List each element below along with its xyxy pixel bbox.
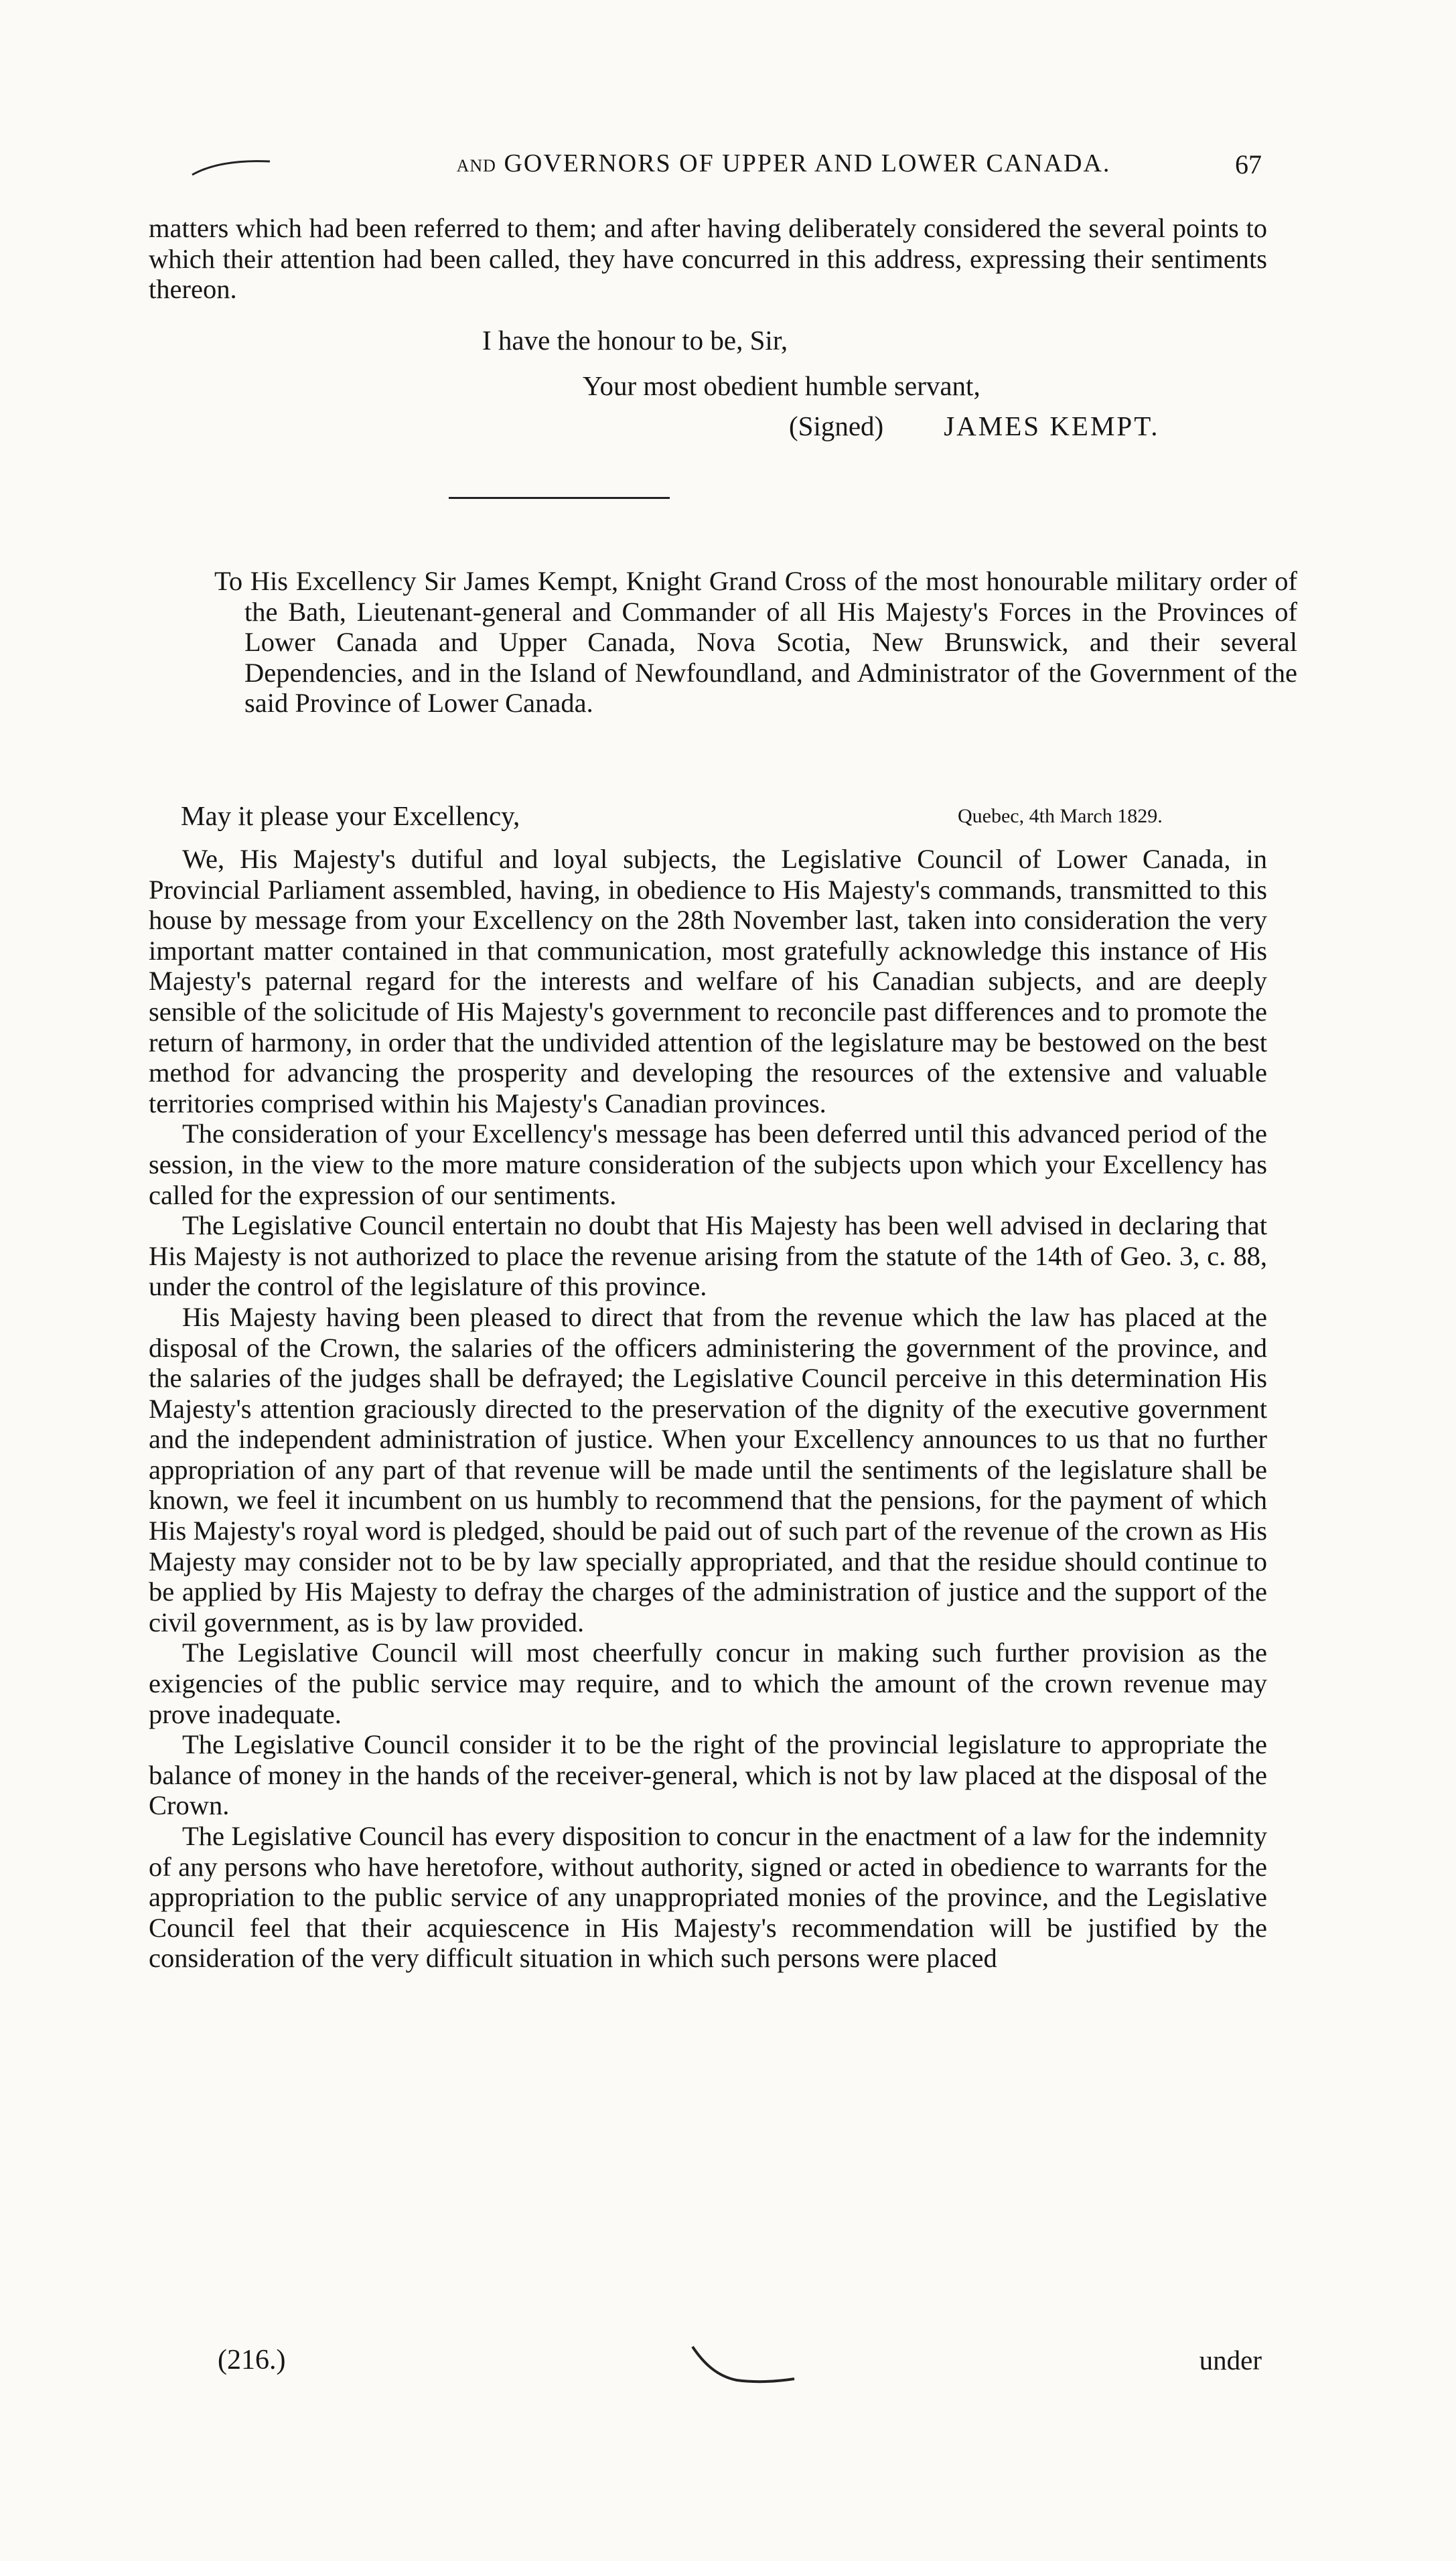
running-head <box>288 149 1279 178</box>
closing-line-2: Your most obedient humble servant, <box>583 370 980 401</box>
intro-paragraph: matters which had been referred to them; and after having deliberately considered the several points to which their attention had been called, they have concurred in this address, expressing their sentiments thereon. <box>149 213 1267 304</box>
section-divider <box>449 497 670 499</box>
paragraph-3: The Legislative Council entertain no doubt that His Majesty has been well advised in declaring that His Majesty is not authorized to place the revenue arising from the statute of the 14th of Geo. 3, c. 88, under the control of the legislature of this province. <box>149 1210 1267 1302</box>
closing-signature <box>789 410 1159 442</box>
running-head-title: GOVERNORS OF UPPER AND LOWER CANADA. <box>504 149 1111 177</box>
address-block: To His Excellency Sir James Kempt, Knight Grand Cross of the most honourable military order of the Bath, Lieutenant-general and Commander of all His Majesty's Forces in the Provinces of Lower Canada and Upper Canada, Nova Scotia, New Brunswick, and their several Dependencies, and in the Island of Newfoundland, and Administrator of the Government of the said Province of Lower Canada. <box>214 566 1297 718</box>
catchword: under <box>1199 2345 1262 2375</box>
signed-label: (Signed) <box>789 411 884 441</box>
paragraph-1: We, His Majesty's dutiful and loyal subjects, the Legislative Council of Lower Canada, in Provincial Parliament assembled, having, in obedience to His Majesty's commands, transmitted to this house by message from your Excellency on the 28th November last, taken into consideration the very important matter contained in that communication, most gratefully acknowledge this instance of His Majesty's paternal regard for the interests and welfare of his Canadian subjects, and are deeply sensible of the solicitude of His Majesty's government to reconcile past differences and to promote the return of harmony, in order that the undivided attention of the legislature may be bestowed on the best method for advancing the prosperity and developing the resources of the extensive and valuable territories comprised within his Majesty's Canadian provinces. <box>149 844 1267 1118</box>
signatory-name: JAMES KEMPT. <box>944 411 1160 441</box>
dateline: Quebec, 4th March 1829. <box>958 805 1163 827</box>
paragraph-2: The consideration of your Excellency's message has been deferred until this advanced period of the session, in the view to the more mature consideration of the subjects upon which your Excellency has called for the expression of our sentiments. <box>149 1118 1267 1210</box>
paragraph-6: The Legislative Council consider it to be the right of the provincial legislature to appropriate the balance of money in the hands of the receiver-general, which is not by law placed at the disposal of the Crown. <box>149 1729 1267 1821</box>
paragraph-5: The Legislative Council will most cheerfully concur in making such further provision as the exigencies of the public service may require, and to which the amount of the crown revenue may prove inadequate. <box>149 1637 1267 1729</box>
pen-stroke-mark-footer <box>690 2343 797 2390</box>
closing-line-1: I have the honour to be, Sir, <box>482 325 788 356</box>
salutation: May it please your Excellency, <box>181 800 520 831</box>
running-head-prefix: AND <box>456 156 496 175</box>
paragraph-7: The Legislative Council has every disposition to concur in the enactment of a law for the indemnity of any persons who have heretofore, without authority, signed or acted in obedience to warrants for the appropriation to the public service of any unappropriated monies of the province, and the Legislative Council feel that their acquiescence in His Majesty's recommendation will be justified by the consideration of the very difficult situation in which such persons were placed <box>149 1821 1267 1974</box>
signature-mark: (216.) <box>218 2345 286 2375</box>
paragraph-4: His Majesty having been pleased to direct that from the revenue which the law has placed at the disposal of the Crown, the salaries of the officers administering the government of the province, and the salaries of the judges shall be defrayed; the Legislative Council perceive in this determination His Majesty's attention graciously directed to the preservation of the dignity of the executive government and the independent administration of justice. When your Excellency announces to us that no further appropriation of any part of that revenue will be made until the sentiments of the legislature shall be known, we feel it incumbent on us humbly to recommend that the pensions, for the payment of which His Majesty's royal word is pledged, should be paid out of such part of the revenue of the crown as His Majesty may consider not to be by law specially appropriated, and that the residue should continue to be applied by His Majesty to defray the charges of the administration of justice and the support of the civil government, as is by law provided. <box>149 1301 1267 1637</box>
main-text <box>149 844 1267 1974</box>
page-number: 67 <box>1235 149 1262 179</box>
pen-stroke-mark <box>191 157 271 177</box>
